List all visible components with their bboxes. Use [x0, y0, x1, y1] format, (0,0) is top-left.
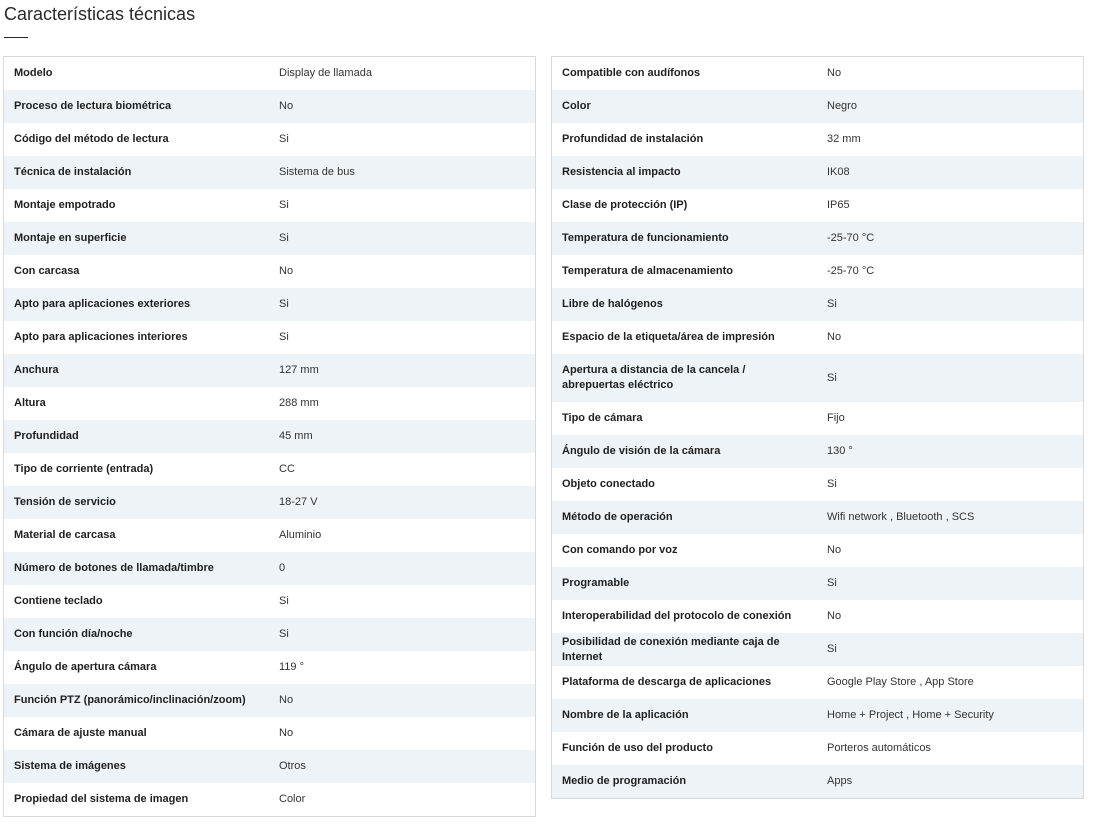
spec-label: Material de carcasa — [14, 529, 116, 541]
spec-value: Apps — [827, 775, 853, 787]
spec-row — [4, 90, 535, 123]
spec-value: Wifi network , Bluetooth , SCS — [827, 511, 975, 523]
section-title: Características técnicas — [4, 4, 196, 24]
spec-row — [4, 420, 535, 453]
spec-row — [4, 222, 535, 255]
spec-value: Si — [827, 478, 837, 490]
spec-label: Programable — [562, 577, 630, 589]
spec-label: Ángulo de apertura cámara — [14, 661, 157, 673]
spec-value: 0 — [279, 562, 286, 574]
spec-value: No — [827, 67, 842, 79]
spec-label: Propiedad del sistema de imagen — [14, 793, 189, 805]
spec-value: Si — [279, 298, 289, 310]
spec-row — [552, 666, 1083, 699]
spec-row — [4, 717, 535, 750]
spec-row — [552, 222, 1083, 255]
spec-row — [4, 750, 535, 783]
spec-value: No — [827, 331, 842, 343]
spec-value: Si — [279, 199, 289, 211]
spec-value: 45 mm — [279, 430, 313, 442]
spec-label: Ángulo de visión de la cámara — [562, 445, 721, 457]
spec-row — [4, 189, 535, 222]
spec-value: No — [279, 265, 294, 277]
spec-value: Si — [827, 643, 837, 655]
spec-row — [4, 156, 535, 189]
spec-label: Medio de programación — [562, 775, 687, 787]
spec-row — [4, 552, 535, 585]
spec-label: Tipo de cámara — [562, 412, 643, 424]
spec-value: Si — [827, 577, 837, 589]
spec-value: Si — [279, 628, 289, 640]
spec-label: Función de uso del producto — [562, 742, 713, 754]
spec-label: Sistema de imágenes — [14, 760, 126, 772]
spec-row — [552, 699, 1083, 732]
spec-label: Tipo de corriente (entrada) — [14, 463, 154, 475]
spec-label: Altura — [14, 397, 46, 409]
spec-row — [552, 57, 1083, 90]
spec-label: Técnica de instalación — [14, 166, 132, 178]
spec-value: Si — [279, 133, 289, 145]
spec-label: Proceso de lectura biométrica — [14, 100, 172, 112]
spec-row — [4, 618, 535, 651]
spec-value: Google Play Store , App Store — [827, 676, 974, 688]
spec-label: Resistencia al impacto — [562, 166, 681, 178]
spec-row — [552, 600, 1083, 633]
spec-row — [4, 387, 535, 420]
spec-row — [4, 585, 535, 618]
spec-value: No — [279, 100, 294, 112]
spec-label: Apto para aplicaciones interiores — [14, 331, 188, 343]
spec-value: Sistema de bus — [279, 166, 355, 178]
spec-label: Tensión de servicio — [14, 496, 116, 508]
spec-label: Montaje empotrado — [14, 199, 116, 211]
spec-label: Con carcasa — [14, 265, 80, 277]
spec-value: -25-70 °C — [827, 265, 875, 277]
spec-label: Cámara de ajuste manual — [14, 727, 147, 739]
spec-label: Número de botones de llamada/timbre — [14, 562, 214, 574]
spec-row — [4, 321, 535, 354]
spec-value: Color — [279, 793, 306, 805]
spec-label: Con función día/noche — [14, 628, 133, 640]
spec-row — [4, 123, 535, 156]
spec-value: 32 mm — [827, 133, 861, 145]
spec-label: Contiene teclado — [14, 595, 103, 607]
spec-value: Si — [279, 595, 289, 607]
spec-label: Con comando por voz — [562, 544, 678, 556]
spec-label: Método de operación — [562, 511, 673, 523]
spec-value: Si — [279, 331, 289, 343]
spec-row — [4, 57, 535, 90]
spec-row — [4, 354, 535, 387]
spec-label: Anchura — [14, 364, 59, 376]
spec-label: Temperatura de funcionamiento — [562, 232, 729, 244]
spec-row — [4, 255, 535, 288]
title-underline — [4, 37, 28, 38]
spec-row — [552, 534, 1083, 567]
spec-value: Si — [827, 298, 837, 310]
spec-row — [4, 519, 535, 552]
spec-value: -25-70 °C — [827, 232, 875, 244]
spec-value: Si — [827, 371, 837, 384]
spec-row — [4, 453, 535, 486]
spec-value: IK08 — [827, 166, 850, 178]
spec-value: IP65 — [827, 199, 850, 211]
spec-label: Modelo — [14, 67, 53, 79]
spec-row — [552, 435, 1083, 468]
spec-value: CC — [279, 463, 295, 475]
spec-row — [552, 732, 1083, 765]
specs-table-right — [551, 56, 1084, 799]
spec-label: Apertura a distancia de la cancela / abrepuertas eléctrico — [562, 364, 746, 391]
spec-row — [552, 321, 1083, 354]
spec-label: Apto para aplicaciones exteriores — [14, 298, 191, 310]
specs-table-left — [3, 56, 536, 817]
spec-value: Negro — [827, 100, 857, 112]
spec-value: No — [827, 610, 842, 622]
spec-label: Código del método de lectura — [14, 133, 169, 145]
spec-row — [552, 633, 1083, 666]
spec-label: Profundidad — [14, 430, 79, 442]
spec-row — [552, 501, 1083, 534]
spec-row — [552, 288, 1083, 321]
spec-label: Plataforma de descarga de aplicaciones — [562, 676, 772, 688]
spec-label: Interoperabilidad del protocolo de conexión — [562, 610, 792, 622]
spec-row — [552, 765, 1083, 798]
spec-value: Porteros automáticos — [827, 742, 931, 754]
spec-value: No — [827, 544, 842, 556]
spec-label: Color — [562, 100, 591, 112]
spec-value: 130 ° — [827, 445, 853, 457]
spec-row — [552, 90, 1083, 123]
spec-row — [552, 123, 1083, 156]
spec-row — [4, 783, 535, 816]
spec-value: No — [279, 694, 294, 706]
spec-label: Clase de protección (IP) — [562, 199, 688, 211]
spec-value: Otros — [279, 760, 306, 772]
spec-value: Home + Project , Home + Security — [827, 709, 994, 721]
spec-value: Display de llamada — [279, 67, 372, 79]
spec-row — [4, 486, 535, 519]
spec-value: Aluminio — [279, 529, 322, 541]
spec-row — [552, 189, 1083, 222]
spec-label: Compatible con audífonos — [562, 67, 701, 79]
spec-label: Posibilidad de conexión mediante caja de Internet — [562, 635, 780, 663]
spec-label: Nombre de la aplicación — [562, 709, 689, 721]
spec-value: Si — [279, 232, 289, 244]
spec-value: No — [279, 727, 294, 739]
spec-row — [552, 354, 1083, 402]
spec-label: Profundidad de instalación — [562, 133, 704, 145]
spec-row — [552, 255, 1083, 288]
spec-row — [552, 156, 1083, 189]
spec-value: 18-27 V — [279, 496, 318, 508]
spec-label: Temperatura de almacenamiento — [562, 265, 733, 277]
spec-row — [4, 288, 535, 321]
spec-row — [4, 684, 535, 717]
spec-row — [552, 402, 1083, 435]
spec-value: 127 mm — [279, 364, 319, 376]
spec-label: Libre de halógenos — [562, 298, 663, 310]
spec-value: 288 mm — [279, 397, 319, 409]
spec-label: Objeto conectado — [562, 478, 655, 490]
spec-row — [552, 468, 1083, 501]
spec-value: Fijo — [827, 412, 845, 424]
spec-label: Espacio de la etiqueta/área de impresión — [562, 331, 775, 343]
spec-label: Función PTZ (panorámico/inclinación/zoom) — [14, 694, 246, 706]
spec-row — [552, 567, 1083, 600]
spec-label: Montaje en superficie — [14, 232, 127, 244]
spec-row — [4, 651, 535, 684]
spec-value: 119 ° — [279, 661, 304, 673]
